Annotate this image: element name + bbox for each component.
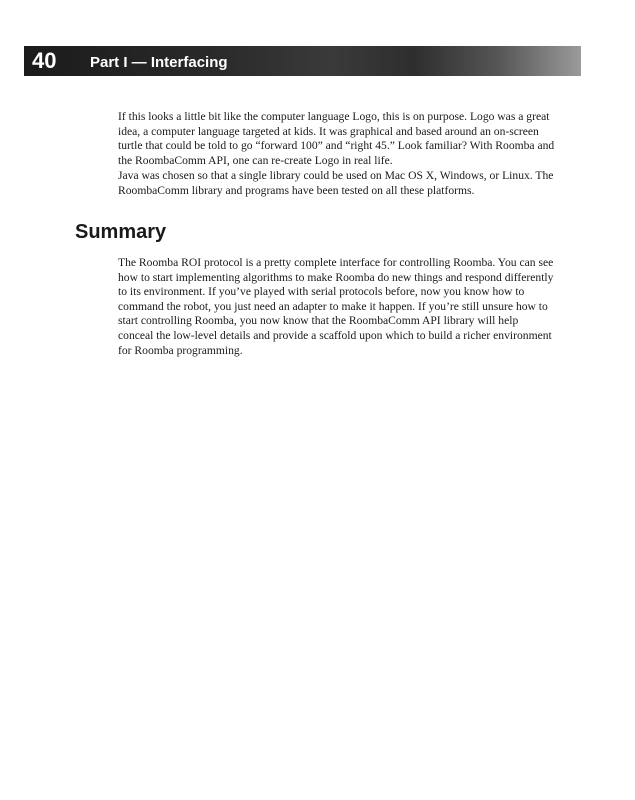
section-heading-summary: Summary — [75, 221, 167, 243]
running-header — [24, 46, 581, 76]
page-number: 40 — [32, 48, 57, 73]
body-paragraph-logo: If this looks a little bit like the computer language Logo, this is on purpose. Logo was a great idea, a computer language targeted at kids. It was graphical and based around an on-screen turtle that could be told to go “forward 100” and “right 45.” Look familiar? With Roomba and the RoombaComm API, one can re-create Logo in real life. — [118, 110, 555, 167]
body-paragraph-java: Java was chosen so that a single library could be used on Mac OS X, Windows, or Linux. The RoombaComm library and programs have been tested on all these platforms. — [118, 169, 554, 197]
summary-paragraph: The Roomba ROI protocol is a pretty complete interface for controlling Roomba. You can see how to start implementing algorithms to make Roomba do new things and respond differently to its environment. If you’ve played with serial protocols before, now you know how to command the robot, you just need an adapter to make it happen. If you’re still unsure how to start controlling Roomba, you now know that the RoombaComm API library will help conceal the low-level details and provide a scaffold upon which to build a richer environment for Roomba programming. — [118, 256, 554, 357]
header-title: Part I — Interfacing — [90, 54, 228, 71]
